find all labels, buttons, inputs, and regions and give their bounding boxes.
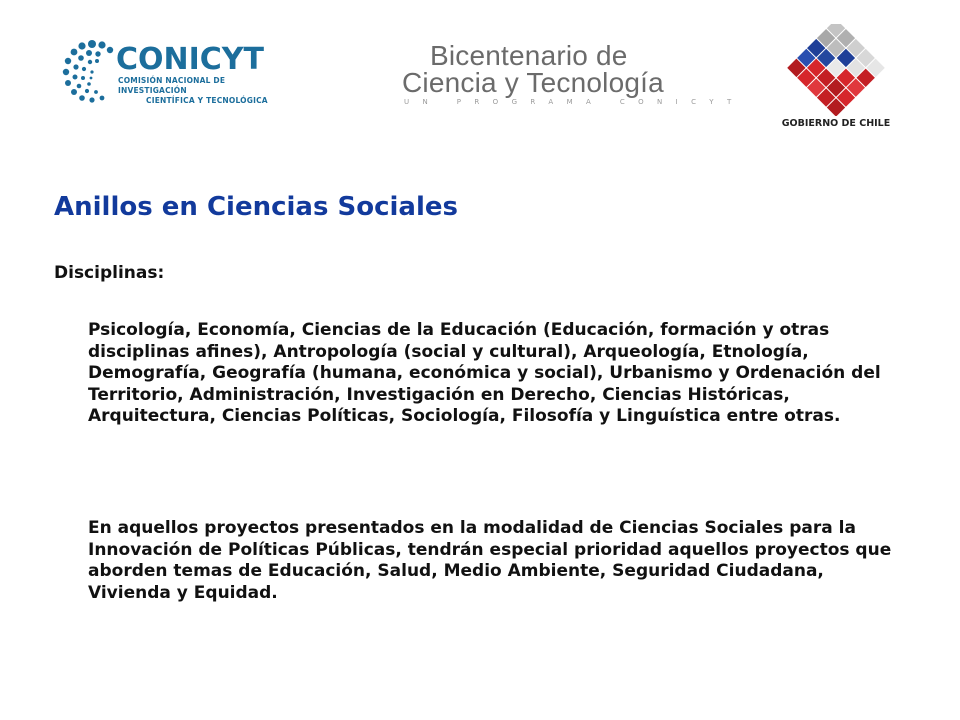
- gobierno-label: GOBIERNO DE CHILE: [781, 118, 891, 129]
- conicyt-subtitle-line2: CIENTÍFICA Y TECNOLÓGICA: [146, 96, 268, 105]
- gobierno-logo: [776, 24, 896, 134]
- conicyt-subtitle-line1: COMISIÓN NACIONAL DE INVESTIGACIÓN: [118, 76, 226, 95]
- conicyt-logo: [62, 36, 292, 108]
- bicentenario-tagline: UN PROGRAMA CONICYT: [404, 98, 745, 106]
- disciplinas-heading: Disciplinas:: [54, 263, 165, 283]
- bicentenario-line2: Ciencia y Tecnología: [402, 67, 664, 98]
- bicentenario-line1: Bicentenario de: [430, 40, 628, 71]
- conicyt-dots-icon: [62, 36, 122, 108]
- conicyt-name: CONICYT: [116, 42, 264, 77]
- gobierno-emblem-icon: [780, 24, 892, 116]
- priority-paragraph: En aquellos proyectos presentados en la modalidad de Ciencias Sociales para la Innovación de Políticas Públicas, tendrán especial prioridad aquellos proyectos que aborden temas de Educación, Salud, Medio Ambiente, Seguridad Ciudadana, Vivienda y Equidad.: [88, 518, 892, 603]
- bicentenario-logo: [400, 40, 745, 112]
- page-title: Anillos en Ciencias Sociales: [54, 192, 458, 222]
- disciplinas-paragraph: Psicología, Economía, Ciencias de la Educación (Educación, formación y otras disciplinas afines), Antropología (social y cultural), Arqueología, Etnología, Demografía, Geografía (humana, económica y social), Urbanismo y Ordenación del Territorio, Administración, Investigación en Derecho, Ciencias Históricas, Arquitectura, Ciencias Políticas, Sociología, Filosofía y Linguística entre otras.: [88, 320, 881, 426]
- conicyt-subtitle: [118, 76, 288, 106]
